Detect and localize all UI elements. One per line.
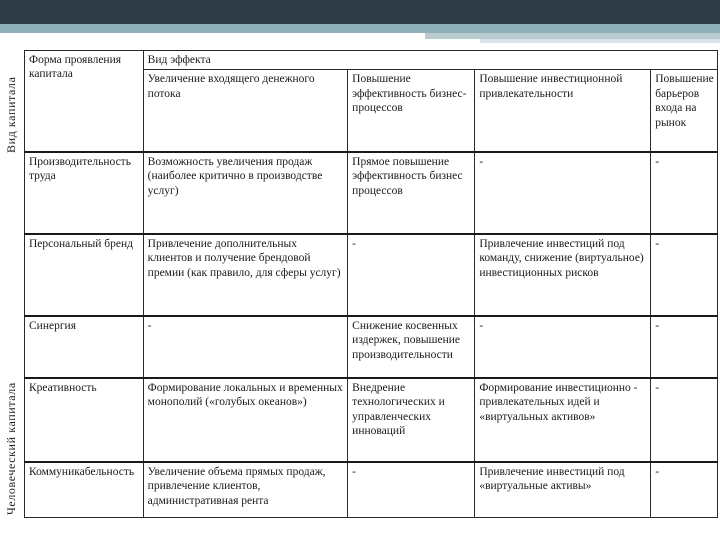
table-cell: Привлечение дополнительных клиентов и получение брендовой премии (как правило, для сферы услуг): [143, 234, 348, 316]
table-row: [25, 316, 718, 378]
table-cell: Увеличение объема прямых продаж, привлечение клиентов, административная рента: [143, 462, 348, 518]
slide-top-bar: [0, 0, 720, 24]
table-cell: Привлечение инвестиций под команду, снижение (виртуальное) инвестиционных рисков: [475, 234, 651, 316]
table-cell: -: [651, 152, 718, 234]
row-form-cell: Синергия: [25, 316, 144, 378]
table-cell: Возможность увеличения продаж (наиболее критично в производстве услуг): [143, 152, 348, 234]
vertical-label-human-capital: Человеческий капитала: [4, 382, 18, 515]
table-cell: Снижение косвенных издержек, повышение производительности: [348, 316, 475, 378]
header-form-cell: Форма проявления капитала: [25, 51, 144, 152]
table-cell: -: [651, 234, 718, 316]
vertical-label-capital-type: Вид капитала: [4, 76, 18, 153]
table-cell: Прямое повышение эффективность бизнес процессов: [348, 152, 475, 234]
table-cell: -: [651, 378, 718, 462]
table-cell: Формирование инвестиционно - привлекательных идей и «виртуальных активов»: [475, 378, 651, 462]
table-cell: -: [348, 462, 475, 518]
slide-top-accent-3: [480, 39, 720, 43]
table-cell: -: [651, 462, 718, 518]
row-form-cell: Производительность труда: [25, 152, 144, 234]
table-cell: -: [348, 234, 475, 316]
table-cell: -: [143, 316, 348, 378]
capital-effects-table: [24, 50, 718, 518]
row-form-cell: Креативность: [25, 378, 144, 462]
table-cell: -: [475, 152, 651, 234]
table-row: [25, 462, 718, 518]
row-form-cell: Коммуникабельность: [25, 462, 144, 518]
table-row: [25, 378, 718, 462]
header-column-cell: Повышение барьеров входа на рынок: [651, 70, 718, 152]
table-cell: Формирование локальных и временных монополий («голубых океанов»): [143, 378, 348, 462]
table-cell: Привлечение инвестиций под «виртуальные активы»: [475, 462, 651, 518]
table-cell: -: [651, 316, 718, 378]
slide-top-accent: [0, 24, 720, 33]
header-column-cell: Повышение инвестиционной привлекательности: [475, 70, 651, 152]
table-cell: -: [475, 316, 651, 378]
table-row: [25, 234, 718, 316]
header-column-cell: Повышение эффективность бизнес-процессов: [348, 70, 475, 152]
header-effect-type-cell: Вид эффекта: [143, 51, 717, 70]
table-cell: Внедрение технологических и управленческих инноваций: [348, 378, 475, 462]
row-form-cell: Персональный бренд: [25, 234, 144, 316]
header-column-cell: Увеличение входящего денежного потока: [143, 70, 348, 152]
table-row: [25, 152, 718, 234]
